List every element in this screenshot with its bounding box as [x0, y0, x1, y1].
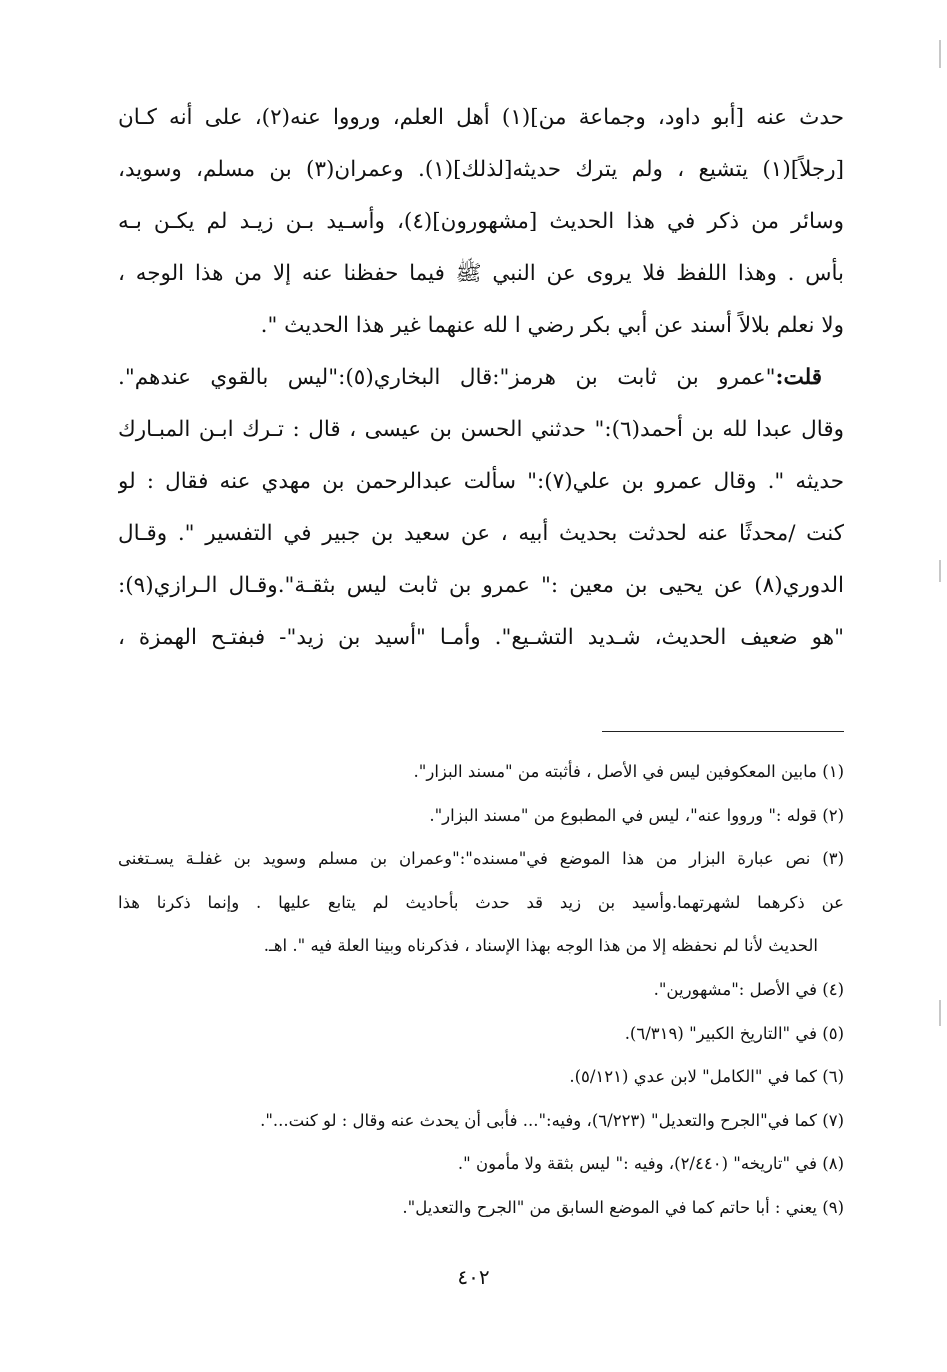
footnote-4: (٤) في الأصل :"مشهورين".	[653, 979, 844, 999]
main-text-line: ولا نعلم بلالاً أسند عن أبي بكر رضي ا لله عنهما غير هذا الحديث ".	[260, 313, 844, 338]
footnote-8: (٨) في "تاريخه" (٢/٤٤٠)، وفيه :" ليس بثقة ولا مأمون ".	[457, 1154, 844, 1174]
main-text-line: وقال عبدا لله بن أحمد(٦):" حدثني الحسن بن عيسى ، قال : تـرك ابـن المبـارك	[118, 417, 844, 442]
main-text-line: بأس . وهذا اللفظ فلا يروى عن النبي ﷺ فيما حفظنا عنه إلا من هذا الوجه ،	[118, 261, 844, 286]
page-number: ٤٠٢	[457, 1265, 490, 1289]
footnote-3-continuation: الحديث لأنا لم نحفظه إلا من هذا الوجه بهذا الإسناد ، فذكرناه وبينا العلة فيه ". اهـ.	[263, 936, 818, 956]
scan-edge-mark	[939, 40, 941, 68]
footnotes-block	[118, 750, 844, 1230]
main-text-line: وسائر من ذكر في هذا الحديث [مشهورون](٤)، وأسـيد بـن زيـد لم يكـن بـه	[118, 209, 844, 234]
main-text-line: "هو ضعيف الحديث، شـديد التشـيع". وأمـا "أسيد بن زيد"- فبفتـح الهمزة ،	[118, 625, 844, 650]
main-text-line: حدث عنه [أبو داود، وجماعة من](١) أهل العلم، ورووا عنه(٢)، على أنه كـان	[118, 105, 844, 130]
footnote-divider	[602, 731, 844, 732]
footnote-5: (٥) في "التاريخ الكبير" (٦/٣١٩).	[624, 1023, 844, 1043]
main-text-line: [رجلاً](١) يتشيع ، ولم يترك حديثه[لذلك](١). وعمران(٣) بن مسلم، وسويد،	[118, 157, 844, 182]
footnote-3-continuation: عن ذكرهما لشهرتهما.وأسيد بن زيد قد حدث بأحاديث لم يتابع عليها . وإنما ذكرنا هذا	[118, 892, 844, 912]
main-text-block	[118, 92, 844, 664]
scan-edge-mark	[939, 560, 941, 582]
footnote-3: (٣) نص عبارة البزار من هذا الموضع في"مسنده":"وعمران بن مسلم وسويد بن غفلـة يسـتغنى	[118, 849, 844, 869]
footnote-1: (١) مابين المعكوفين ليس في الأصل ، فأثبته من "مسند البزار".	[413, 762, 844, 781]
main-text-line: كنت /محدثًا عنه لحدثت بحديث أبيه ، عن سعيد بن جبير في التفسير ". وقـال	[118, 521, 844, 546]
qult-label: قلت:	[775, 365, 822, 390]
footnote-7: (٧) كما في"الجرح والتعديل" (٦/٢٢٣)، وفيه:"... فأبى أن يحدث عنه وقال : لو كنت...".	[260, 1110, 844, 1130]
footnote-2: (٢) قوله :" ورووا عنه"، ليس في المطبوع من "مسند البزار".	[429, 805, 844, 825]
qult-paragraph-line	[118, 352, 844, 404]
footnote-6: (٦) كما في "الكامل" لابن عدي (٥/١٢١).	[569, 1067, 844, 1087]
footnote-9: (٩) يعني : أبا حاتم كما في الموضع السابق من "الجرح والتعديل".	[402, 1197, 844, 1217]
main-text-line: الدوري(٨) عن يحيى بن معين :" عمرو بن ثابت ليس بثقـة".وقـال الـرازي(٩):	[118, 573, 844, 598]
qult-line-text: "عمرو بن ثابت بن هرمز":قال البخاري(٥):"ليس بالقوي عندهم".	[118, 365, 776, 390]
scan-edge-mark	[939, 1000, 941, 1026]
main-text-line: حديثه ". وقال عمرو بن علي(٧):" سألت عبدالرحمن بن مهدي عنه فقال : لو	[118, 469, 844, 494]
